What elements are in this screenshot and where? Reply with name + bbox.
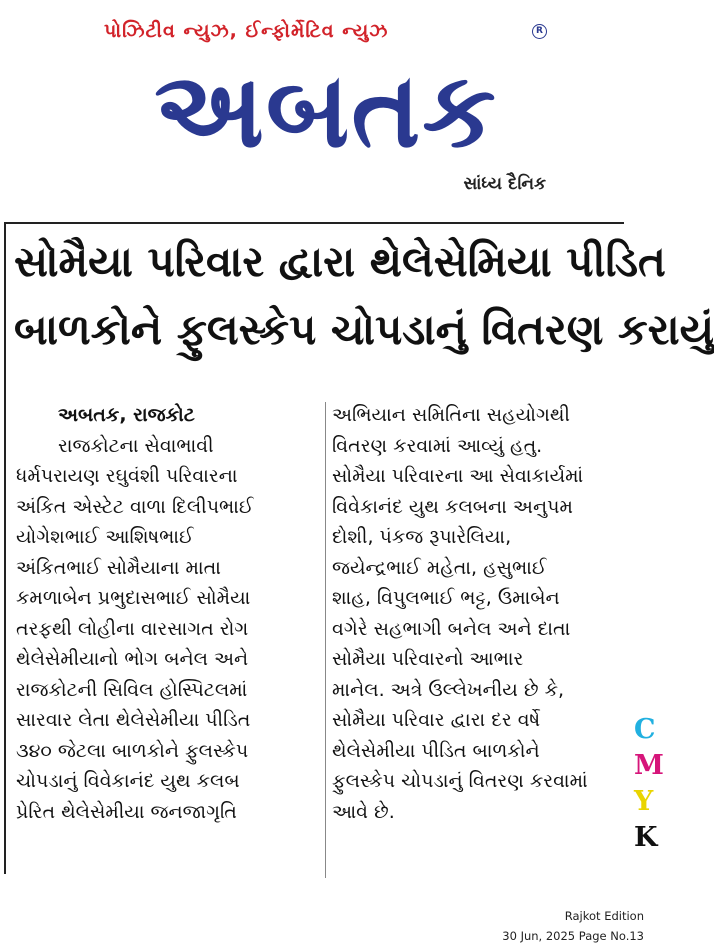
text-line: થેલેસેમીયાનો ભોગ બનેલ અને	[16, 648, 249, 670]
article-left-column	[16, 400, 322, 827]
text-line: દોશી, પંકજ રૂપારેલિયા,	[332, 526, 512, 548]
article-right-column	[332, 400, 630, 827]
article-top-rule	[4, 222, 624, 224]
text-line: ફુલસ્કેપ ચોપડાનું વિતરણ કરવામાં	[332, 770, 588, 792]
page-footer	[424, 906, 644, 946]
text-line: આવે છે.	[332, 800, 395, 823]
article-headline	[14, 228, 714, 364]
text-line: તરફથી લોહીના વારસાગત રોગ	[16, 617, 249, 640]
text-line: સોમૈયા પરિવારનો આભાર	[332, 648, 524, 670]
text-line: થેલેસેમીયા પીડિત બાળકોને	[332, 739, 540, 762]
text-line: સોમૈયા પરિવારના આ સેવાકાર્યમાં	[332, 465, 584, 487]
article-left-rule	[4, 222, 6, 874]
text-line: વિતરણ કરવામાં આવ્યું હતુ.	[332, 434, 543, 457]
text-line: અંકિત એસ્ટેટ વાળા દિલીપભાઈ	[16, 495, 254, 518]
text-line: વિવેકાનંદ યુથ કલબના અનુપમ	[332, 495, 573, 518]
text-line: ચોપડાનું વિવેકાનંદ યુથ કલબ	[16, 770, 240, 792]
text-line: યોગેશભાઈ આશિષભાઈ	[16, 526, 194, 548]
text-line: પ્રેરિત થેલેસેમીયા જનજાગૃતિ	[16, 800, 237, 823]
column-divider	[325, 402, 326, 878]
text-line: જયેન્દ્રભાઈ મહેતા, હસુભાઈ	[332, 556, 547, 579]
text-line: સારવાર લેતા થેલેસેમીયા પીડિત	[16, 709, 251, 731]
date-page-label: 30 Jun, 2025 Page No.13	[502, 929, 644, 943]
cmyk-mark-k: K	[634, 822, 658, 853]
newspaper-logo: અબતક	[154, 49, 498, 171]
cmyk-mark-c: C	[634, 714, 656, 745]
headline-line: બાળકોને ફુલસ્કેપ ચોપડાનું વિતરણ કરાયું	[14, 305, 714, 354]
cmyk-mark-m: M	[634, 750, 664, 781]
masthead-tagline: પોઝિટીવ ન્યુઝ, ઈન્ફોર્મેટિવ ન્યુઝ	[104, 20, 389, 42]
text-line: સોમૈયા પરિવાર દ્વારા દર વર્ષે	[332, 709, 541, 731]
edition-label: Rajkot Edition	[564, 909, 644, 923]
text-line: અભિયાન સમિતિના સહયોગથી	[332, 404, 570, 426]
text-line: અંકિતભાઈ સોમૈયાના માતા	[16, 556, 221, 579]
text-line: વગેરે સહભાગી બનેલ અને દાતા	[332, 617, 571, 640]
text-line: ધર્મપરાયણ રઘુવંશી પરિવારના	[16, 465, 238, 487]
text-line: ૩૪૦ જેટલા બાળકોને ફુલસ્કેપ	[16, 739, 249, 762]
headline-line: સોમૈયા પરિવાર દ્વારા થેલેસેમિયા પીડિત	[14, 237, 666, 286]
cmyk-registration-marks	[634, 712, 664, 856]
edition-type-label: સાંધ્ય દૈનિક	[463, 174, 546, 194]
cmyk-mark-y: Y	[634, 786, 654, 817]
text-line: શાહ, વિપુલભાઈ ભટ્ટ, ઉમાબેન	[332, 587, 560, 609]
text-line: માનેલ. અત્રે ઉલ્લેખનીય છે કે,	[332, 678, 565, 701]
article-byline: અબતક, રાજકોટ	[58, 404, 195, 426]
text-line: રાજકોટની સિવિલ હોસ્પિટલમાં	[16, 678, 248, 701]
text-line: રાજકોટના સેવાભાવી	[58, 434, 214, 457]
registered-trademark-icon: R	[532, 24, 547, 39]
text-line: કમળાબેન પ્રભુદાસભાઈ સોમૈયા	[16, 587, 251, 609]
